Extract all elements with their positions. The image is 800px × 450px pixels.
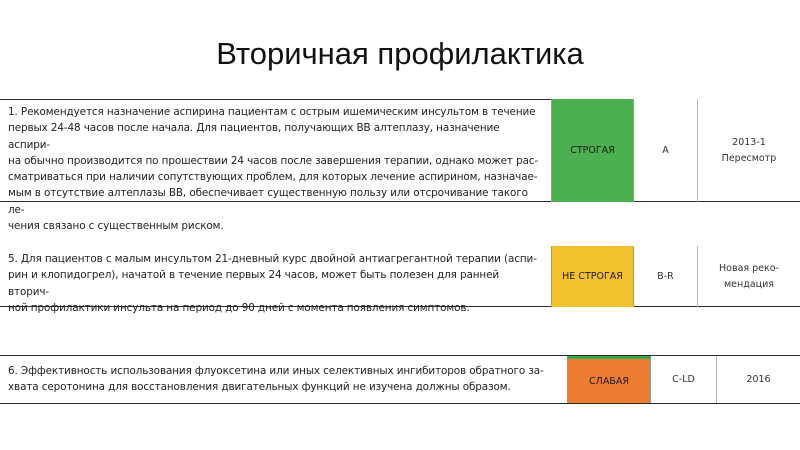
text-line: рин и клопидогрел), начатой в течение первых 24 часов, может быть полезен для ранней вторич- bbox=[8, 269, 500, 298]
slide-title: Вторичная профилактика bbox=[216, 36, 584, 71]
note-line: Пересмотр bbox=[721, 152, 777, 164]
text-line: 1. Рекомендуется назначение аспирина пациентам с острым ишемическим инсультом в течение bbox=[8, 106, 536, 118]
recommendation-note bbox=[698, 99, 800, 202]
strength-badge bbox=[551, 246, 634, 307]
text-line: хвата серотонина для восстановления двигательных функций не изучена должны образом. bbox=[8, 381, 511, 394]
text-line: 6. Эффективность использования флуоксетина или иных селективных ингибиторов обратного за- bbox=[8, 365, 544, 377]
recommendation-text bbox=[0, 246, 551, 314]
level-label: B-R bbox=[657, 270, 674, 282]
strength-label: СТРОГАЯ bbox=[570, 145, 615, 156]
text-line: первых 24-48 часов после начала. Для пациентов, получающих ВВ алтеплазу, назначение аспири- bbox=[8, 122, 500, 151]
strength-badge bbox=[567, 356, 651, 403]
note-line: 2016 bbox=[746, 373, 771, 385]
recommendation-note bbox=[698, 246, 800, 307]
recommendation-text bbox=[0, 99, 551, 233]
strength-label: СЛАБАЯ bbox=[589, 375, 629, 387]
evidence-level bbox=[634, 246, 698, 307]
note-line: мендация bbox=[724, 278, 774, 290]
note-line: 2013-1 bbox=[732, 136, 766, 148]
evidence-level bbox=[651, 356, 717, 403]
note-line: Новая реко- bbox=[719, 262, 779, 274]
recommendation-text bbox=[0, 356, 567, 403]
strength-badge bbox=[551, 99, 634, 202]
strength-label: НЕ СТРОГАЯ bbox=[562, 271, 623, 282]
text-line: ной профилактики инсульта на период до 90 дней с момента появления симптомов. bbox=[8, 301, 470, 314]
text-line: 5. Для пациентов с малым инсультом 21-дневный курс двойной антиагрегантной терапии (аспи- bbox=[8, 253, 537, 265]
text-line: мым в отсутствие алтеплазы ВВ, обеспечивает существенную пользу или отсрочивание такого ле- bbox=[8, 187, 528, 216]
recommendation-row-1 bbox=[0, 99, 800, 233]
text-line: на обычно производится по прошествии 24 часов после завершения терапии, однако может рас- bbox=[8, 154, 539, 167]
level-label: A bbox=[662, 144, 669, 156]
evidence-level bbox=[634, 99, 698, 202]
recommendation-row-6 bbox=[0, 355, 800, 404]
text-line: сматриваться при наличии сопутствующих проблем, для которых лечение аспирином, назначае- bbox=[8, 171, 538, 184]
text-line: чения связано с существенным риском. bbox=[8, 220, 224, 233]
recommendation-row-5 bbox=[0, 246, 800, 314]
level-label: C-LD bbox=[672, 373, 695, 385]
recommendation-note bbox=[717, 356, 800, 403]
